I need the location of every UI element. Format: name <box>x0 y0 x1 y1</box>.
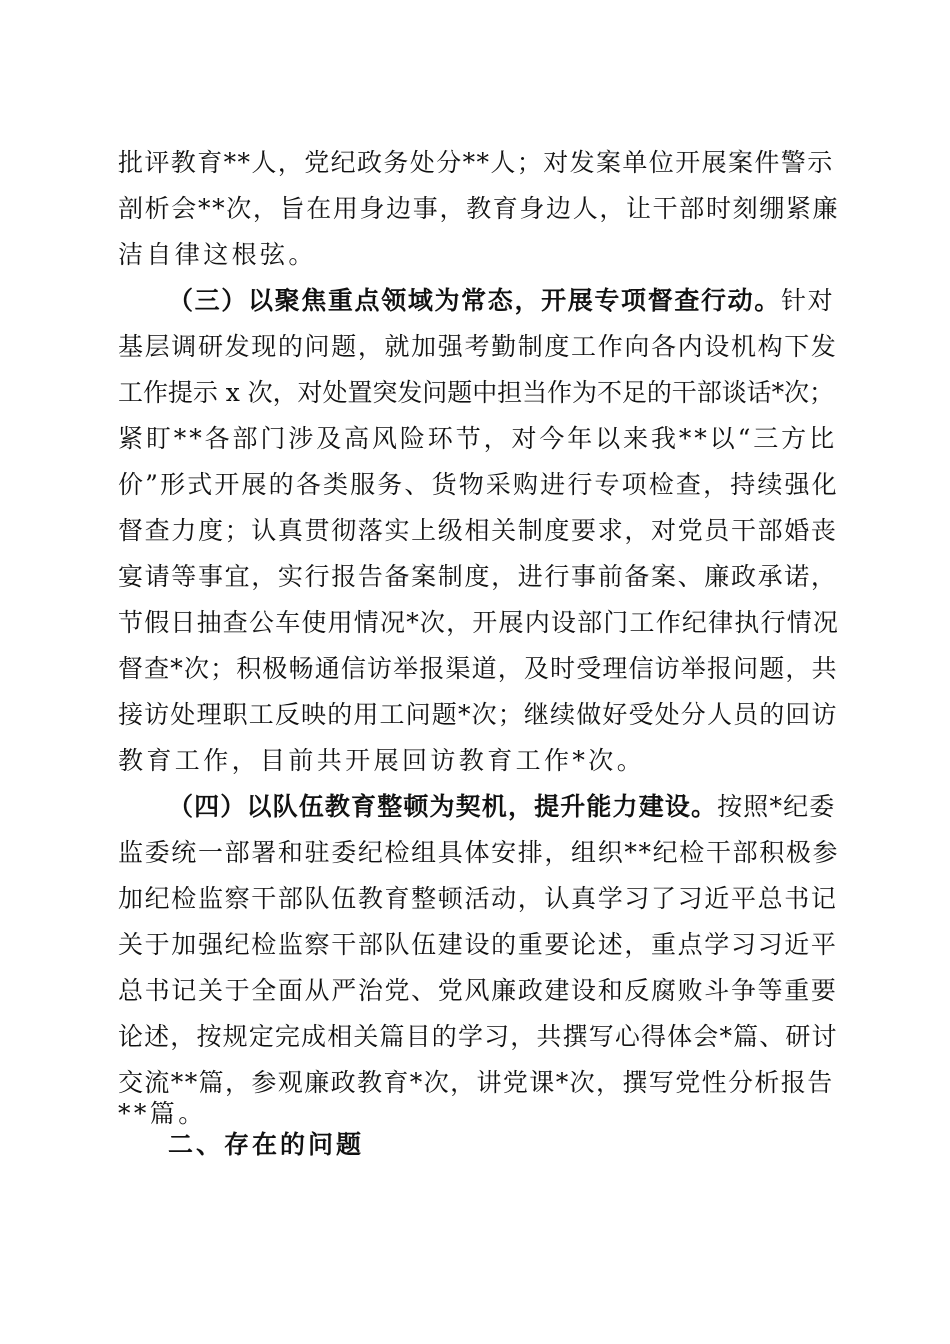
section3-line: 基层调研发现的问题，就加强考勤制度工作向各内设机构下发 <box>118 332 838 361</box>
section3-line: 工作提示 x 次，对处置突发问题中担当作为不足的干部谈话*次； <box>118 378 834 407</box>
section4-title: （四）以队伍教育整顿为契机，提升能力建设。 <box>168 792 718 821</box>
section4-line: 监委统一部署和驻委纪检组具体安排，组织**纪检干部积极参 <box>118 838 840 867</box>
section3-title: （三）以聚焦重点领域为常态，开展专项督查行动。 <box>168 286 781 315</box>
section4-line: 论述，按规定完成相关篇目的学习，共撰写心得体会*篇、研讨 <box>118 1022 838 1051</box>
section4-first-line <box>168 792 835 822</box>
section4-line: 加纪检监察干部队伍教育整顿活动，认真学习了习近平总书记 <box>118 884 838 913</box>
section4-line: 交流**篇，参观廉政教育*次，讲党课*次，撰写党性分析报告 <box>118 1068 834 1097</box>
section3-line: 价”形式开展的各类服务、货物采购进行专项检查，持续强化 <box>118 470 839 499</box>
section4-first-line-rest: 按照*纪委 <box>717 792 836 821</box>
section3-line: 督查*次；积极畅通信访举报渠道，及时受理信访举报问题，共 <box>118 654 838 683</box>
section3-first-line-rest: 针对 <box>780 286 835 315</box>
section4-line: 关于加强纪检监察干部队伍建设的重要论述，重点学习习近平 <box>118 930 838 959</box>
section3-line: 接访处理职工反映的用工问题*次；继续做好受处分人员的回访 <box>118 700 838 729</box>
section4-line: **篇。 <box>118 1099 207 1128</box>
section3-line: 紧盯**各部门涉及高风险环节，对今年以来我**以“三方比 <box>118 424 837 453</box>
intro-line-1: 批评教育**人，党纪政务处分**人；对发案单位开展案件警示 <box>118 148 834 177</box>
section-heading-problems: 二、存在的问题 <box>168 1130 365 1159</box>
section3-first-line <box>168 286 834 316</box>
section3-line: 节假日抽查公车使用情况*次，开展内设部门工作纪律执行情况 <box>118 608 840 637</box>
intro-line-3: 洁自律这根弦。 <box>118 240 317 269</box>
section3-line: 教育工作，目前共开展回访教育工作*次。 <box>118 746 646 775</box>
section3-line: 宴请等事宜，实行报告备案制度，进行事前备案、廉政承诺， <box>118 562 838 591</box>
intro-line-2: 剖析会**次，旨在用身边事，教育身边人，让干部时刻绷紧廉 <box>118 194 840 223</box>
section4-line: 总书记关于全面从严治党、党风廉政建设和反腐败斗争等重要 <box>118 976 838 1005</box>
section3-line: 督查力度；认真贯彻落实上级相关制度要求，对党员干部婚丧 <box>118 516 838 545</box>
